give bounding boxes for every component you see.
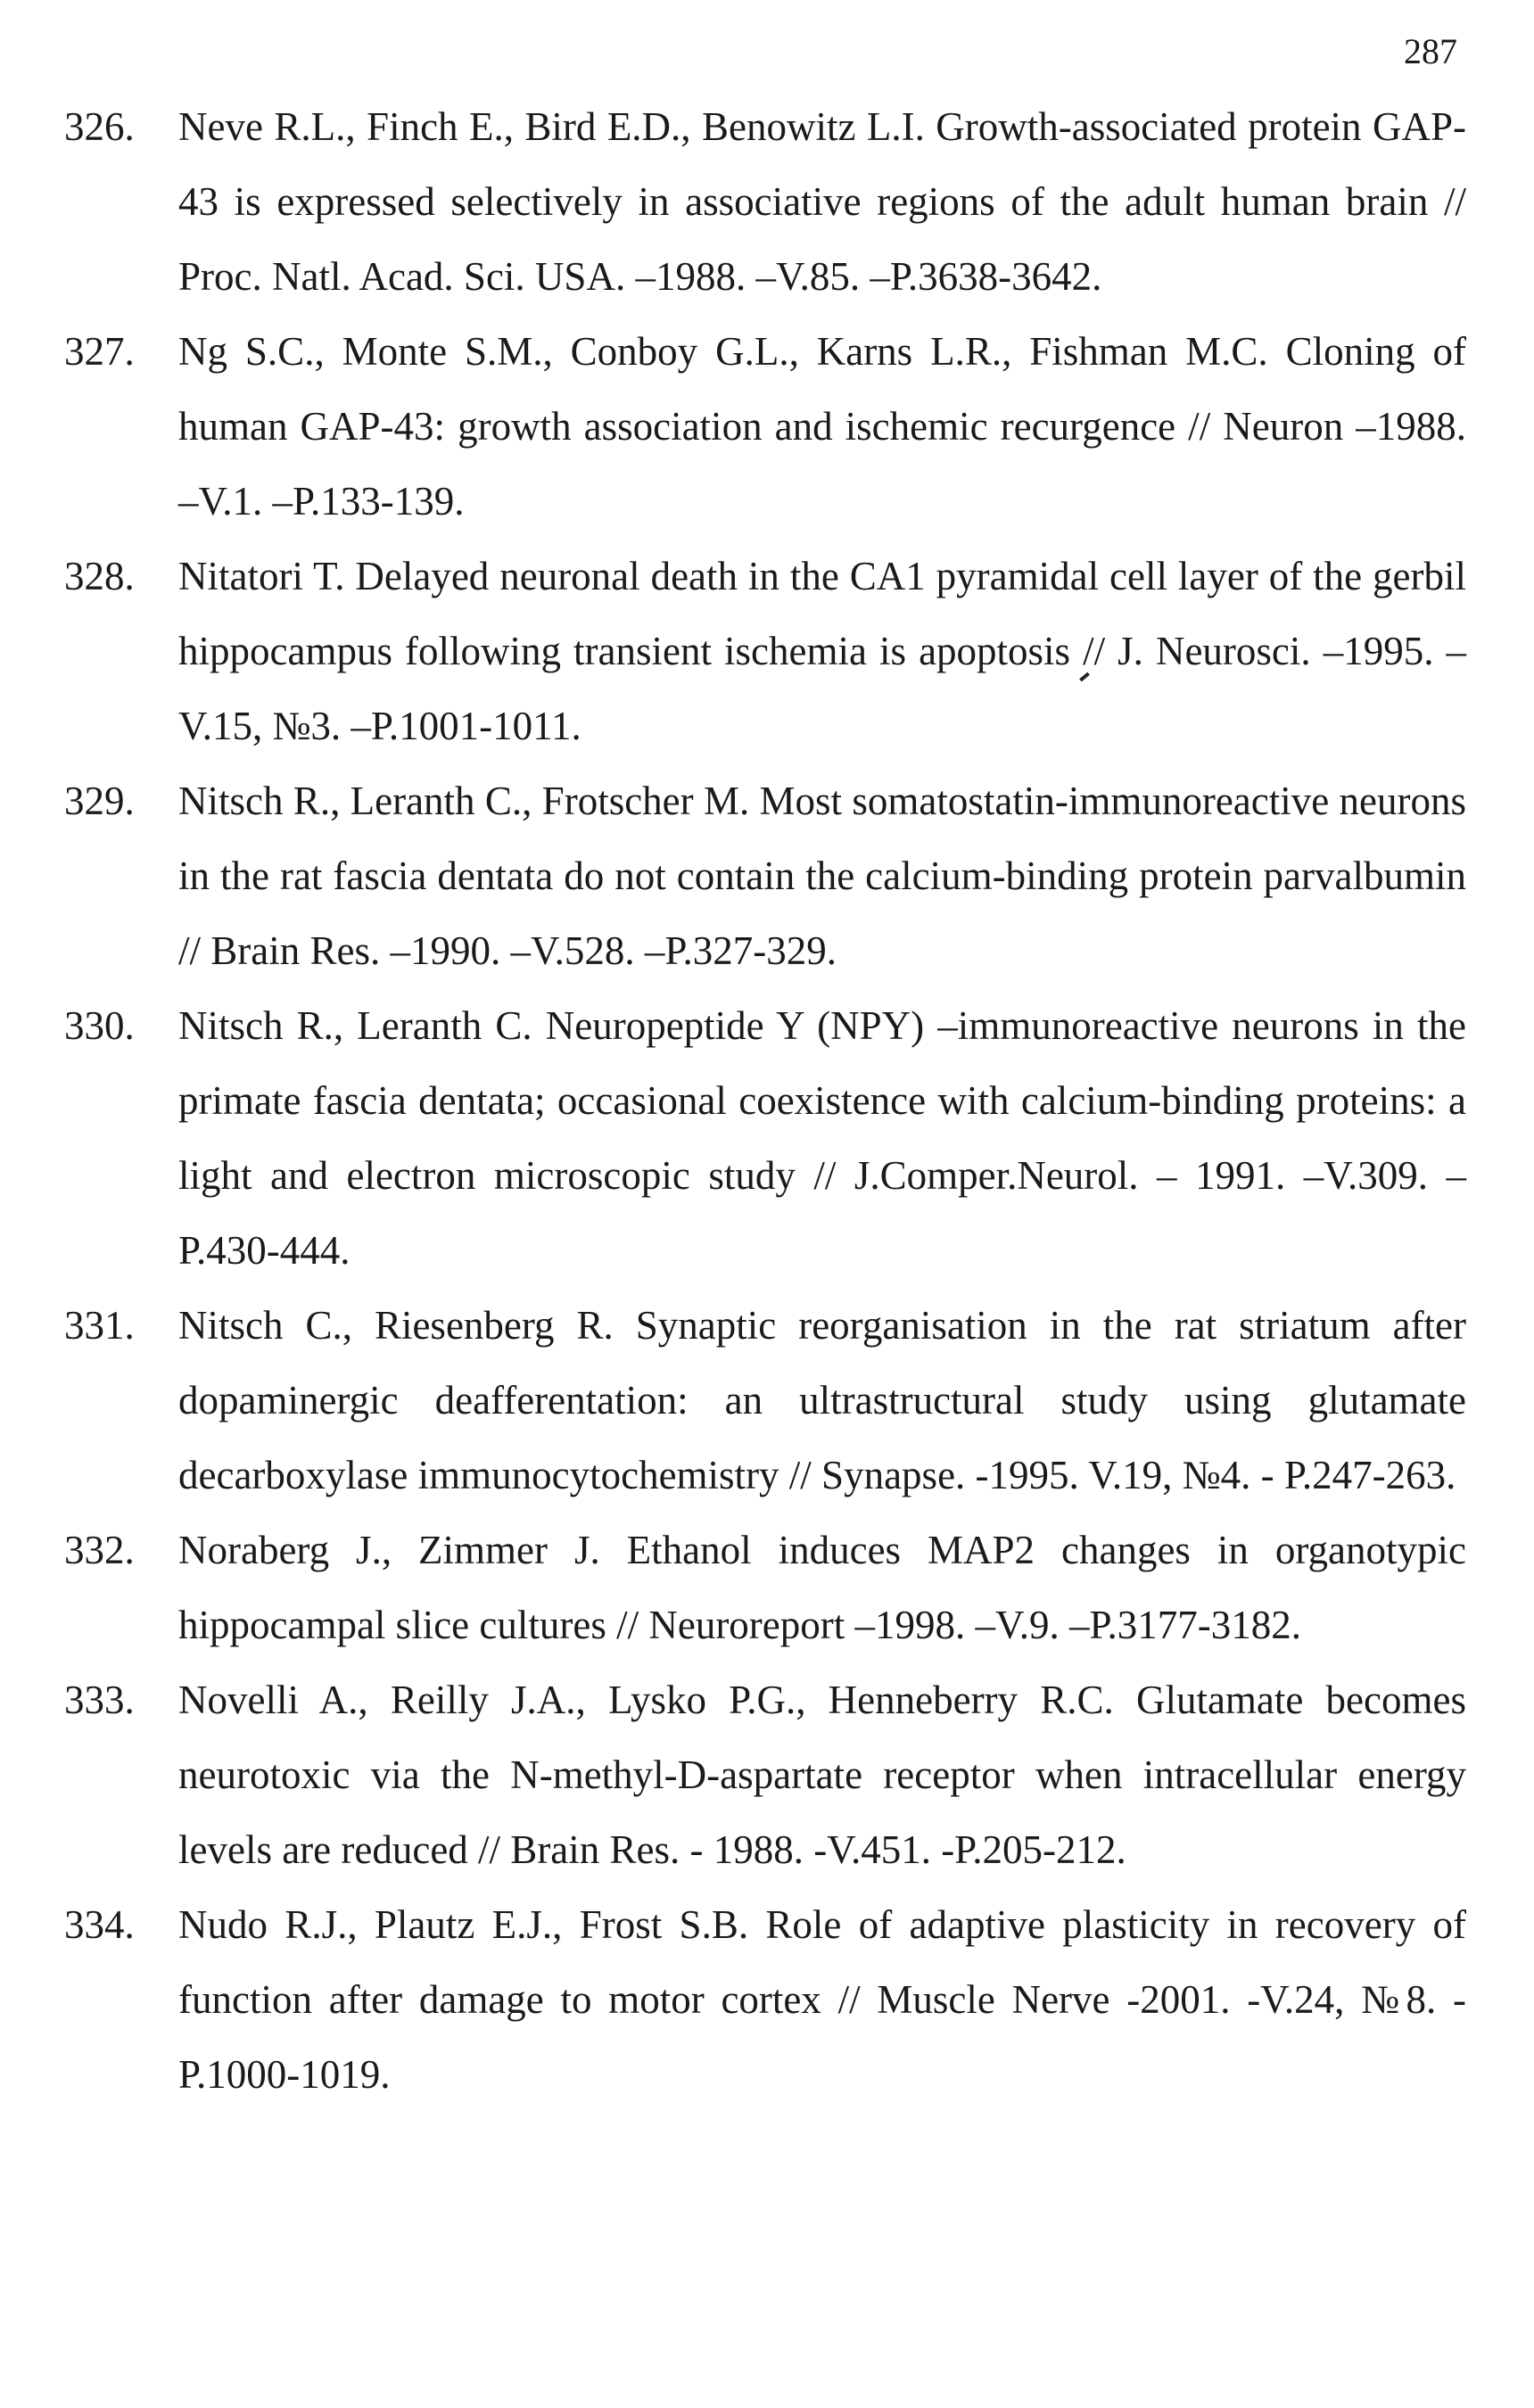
reference-text: Nitsch C., Riesenberg R. Synaptic reorganisation in the rat striatum after dopaminergic deafferentation: an ultrastructural study using glutamate decarboxylase immunocytochemistry // Synapse. -1995. V.19, №4. - P.247-263. (178, 1303, 1466, 1497)
reference-text: Nitsch R., Leranth C. Neuropeptide Y (NPY) –immunoreactive neurons in the primate fascia dentata; occasional coexistence with calcium-binding proteins: a light and electron microscopic study // J.Comper.Neurol. – 1991. –V.309. –P.430-444. (178, 1003, 1466, 1273)
reference-text: Noraberg J., Zimmer J. Ethanol induces MAP2 changes in organotypic hippocampal slice cultures // Neuroreport –1998. –V.9. –P.3177-3182. (178, 1528, 1466, 1647)
reference-list (64, 89, 1466, 2112)
reference-text: Neve R.L., Finch E., Bird E.D., Benowitz L.I. Growth-associated protein GAP-43 is expressed selectively in associative regions of the adult human brain // Proc. Natl. Acad. Sci. USA. –1988. –V.85. –P.3638-3642. (178, 104, 1466, 299)
reference-number: 326. (64, 104, 135, 149)
reference-number: 330. (64, 1003, 135, 1048)
reference-item (64, 1288, 1466, 1513)
reference-text: Ng S.C., Monte S.M., Conboy G.L., Karns L.R., Fishman M.C. Cloning of human GAP-43: growth association and ischemic recurgence // Neuron –1988. –V.1. –P.133-139. (178, 329, 1466, 524)
reference-number: 329. (64, 779, 135, 823)
reference-item (64, 988, 1466, 1288)
reference-item (64, 89, 1466, 314)
reference-item (64, 1887, 1466, 2112)
reference-item (64, 1513, 1466, 1662)
reference-item (64, 539, 1466, 763)
reference-number: 328. (64, 554, 135, 598)
page-number: 287 (1404, 31, 1457, 71)
reference-text: Nitatori T. Delayed neuronal death in the CA1 pyramidal cell layer of the gerbil hippocampus following transient ischemia is apoptosis // J. Neurosci. –1995. –V.15, №3. –P.1001-1011. (178, 554, 1466, 748)
reference-item (64, 314, 1466, 539)
reference-item (64, 763, 1466, 988)
reference-number: 327. (64, 329, 135, 374)
reference-text: Nitsch R., Leranth C., Frotscher M. Most somatostatin-immunoreactive neurons in the rat fascia dentata do not contain the calcium-binding protein parvalbumin // Brain Res. –1990. –V.528. –P.327-329. (178, 779, 1466, 973)
reference-text: Nudo R.J., Plautz E.J., Frost S.B. Role of adaptive plasticity in recovery of function after damage to motor cortex // Muscle Nerve -2001. -V.24, №8. -P.1000-1019. (178, 1902, 1466, 2097)
reference-number: 333. (64, 1678, 135, 1722)
reference-item (64, 1662, 1466, 1887)
reference-number: 332. (64, 1528, 135, 1572)
reference-number: 331. (64, 1303, 135, 1348)
reference-number: 334. (64, 1902, 135, 1947)
reference-text: Novelli A., Reilly J.A., Lysko P.G., Henneberry R.C. Glutamate becomes neurotoxic via the N-methyl-D-aspartate receptor when intracellular energy levels are reduced // Brain Res. - 1988. -V.451. -P.205-212. (178, 1678, 1466, 1872)
